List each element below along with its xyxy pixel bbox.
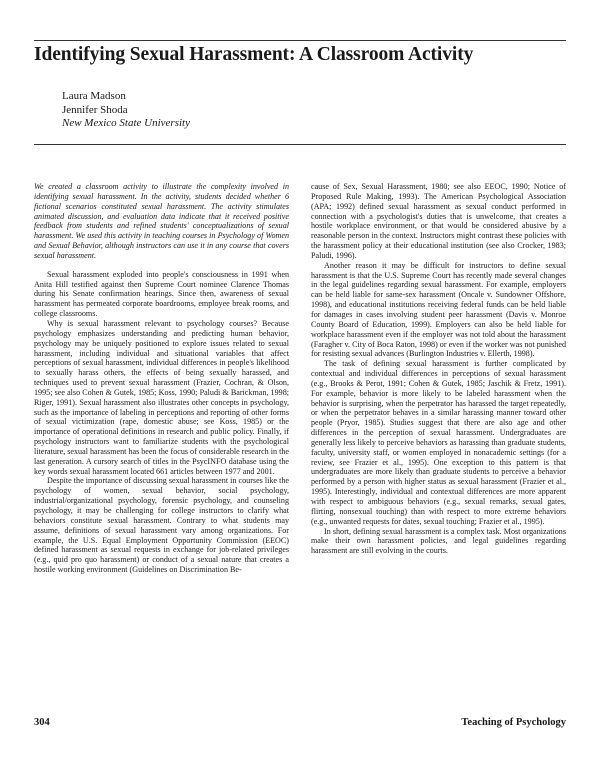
- body-paragraph: cause of Sex, Sexual Harassment, 1980; see also EEOC, 1990; Notice of Proposed Rule Making, 1993). The American Psychological Association (APA; 1992) defined sexual harassment as sexual conduct performed in connection with a psychologist's duties that is unwelcome, that creates a hostile workplace environment, or that would be considered abusive by a reasonable person in the context. Instructors might contrast these policies with the harassment policy at their educational institution (see also Crocker, 1983; Paludi, 1996).: [311, 182, 566, 260]
- abstract: We created a classroom activity to illustrate the complexity involved in identifying sexual harassment. In the activity, students decided whether 6 fictional scenarios constituted sexual harassment. The activity stimulates animated discussion, and evaluation data indicate that it received positive feedback from students and refined students' conceptualizations of sexual harassment. We used this activity in teaching courses in Psychology of Women and Sexual Behavior, although instructors can use it in any course that covers sexual harassment.: [34, 182, 289, 260]
- page-number: 304: [34, 717, 50, 728]
- author-name: Jennifer Shoda: [62, 103, 128, 116]
- body-paragraph: Sexual harassment exploded into people's consciousness in 1991 when Anita Hill testified against then Supreme Court nominee Clarence Thomas during his Senate confirmation hearings. Since then, awareness of sexual harassment has permeated corporate boardrooms, employee break rooms, and college classrooms.: [34, 269, 289, 319]
- author-name: Laura Madson: [62, 90, 126, 102]
- body-paragraph: Another reason it may be difficult for instructors to define sexual harassment is that the U.S. Supreme Court has recently made several changes in the legal guidelines regarding sexual harassment. For example, employers can be held liable for same-sex harassment (Oncale v. Sundowner Offshore, 1998), and educational institutions receiving federal funds can be held liable for damages in cases involving student peer harassment (Davis v. Monroe County Board of Education, 1999). Employers can also be held liable for workplace harassment even if the employer was not told about the harassment (Faragher v. City of Boca Raton, 1998) or even if the worker was not punished for resisting sexual advances (Burlington Industries v. Ellerth, 1998).: [311, 260, 566, 359]
- top-rule: [34, 40, 566, 41]
- author-block: [62, 90, 190, 131]
- body-paragraph: Why is sexual harassment relevant to psychology courses? Because psychology emphasizes understanding and predicting human behavior, psychology may be uniquely positioned to explore issues related to sexual harassment, including individual and situational variables that affect perceptions of sexual harassment, individual differences in people's likelihood to sexually harass others, the effects of being sexually harassed, and techniques used to prevent sexual harassment (Frazier, Cochran, & Olson, 1995; see also Cohen & Gutek, 1985; Koss, 1990; Paludi & Barickman, 1998; Riger, 1991). Sexual harassment also illustrates other concepts in psychology, such as the importance of labeling in perceptions and reporting of other forms of sexual victimization (rape, domestic abuse; see Koss, 1985) or the importance of operational definitions in research and public policy. Finally, if psychology instructors want to familiarize students with the psychological literature, sexual harassment has been the focus of considerable research in the last generation. A cursory search of titles in the PsycINFO database using the key words sexual harassment located 661 articles between 1977 and 2001.: [34, 318, 289, 476]
- body-paragraph: The task of defining sexual harassment is further complicated by contextual and individual differences in perceptions of sexual harassment (e.g., Brooks & Perot, 1991; Cohen & Gutek, 1985; Jaschik & Fretz, 1991). For example, behavior is more likely to be labeled harassment when the behavior is surprising, when the perpetrator has harassed the target repeatedly, or when the perpetrator behaves in a similar harassing manner toward other people (Pryor, 1985). Studies suggest that there are also age and other differences in the perception of sexual harassment. Undergraduates are generally less likely to perceive behaviors as harassing than graduate students, faculty, university staff, or women employed in nonacademic settings (for a review, see Frazier et al., 1995). One exception to this pattern is that undergraduates are more likely than graduate students to perceive a behavior performed by a person with higher status as sexual harassment (Frazier et al., 1995). Interestingly, individual and contextual differences are more apparent with respect to ambiguous behaviors (e.g., sexual remarks, sexual gates, flirting, nonsexual touching) than with respect to more extreme behaviors (e.g., unwanted requests for dates, sexual touching; Frazier et al., 1995).: [311, 359, 566, 526]
- header-rule: [34, 144, 566, 145]
- author-affiliation: New Mexico State University: [62, 117, 190, 129]
- journal-name: Teaching of Psychology: [461, 717, 566, 728]
- article-title: Identifying Sexual Harassment: A Classroom Activity: [34, 44, 474, 65]
- right-column: [311, 182, 566, 556]
- page-footer: [34, 717, 566, 731]
- left-column: [34, 182, 289, 575]
- body-paragraph: In short, defining sexual harassment is a complex task. Most organizations make their own harassment policies, and legal guidelines regarding harassment are still evolving in the courts.: [311, 526, 566, 556]
- body-paragraph: Despite the importance of discussing sexual harassment in courses like the psychology of women, sexual behavior, social psychology, industrial/organizational psychology, forensic psychology, and counseling psychology, it may be challenging for college instructors to clarify what behaviors constitute sexual harassment. Contrary to what students may assume, definitions of sexual harassment vary among organizations. For example, the U.S. Equal Employment Opportunity Commission (EEOC) defined harassment as sexual requests in exchange for job-related privileges (e.g., quid pro quo harassment) or conduct of a sexual nature that creates a hostile working environment (Guidelines on Discrimination Be-: [34, 476, 289, 575]
